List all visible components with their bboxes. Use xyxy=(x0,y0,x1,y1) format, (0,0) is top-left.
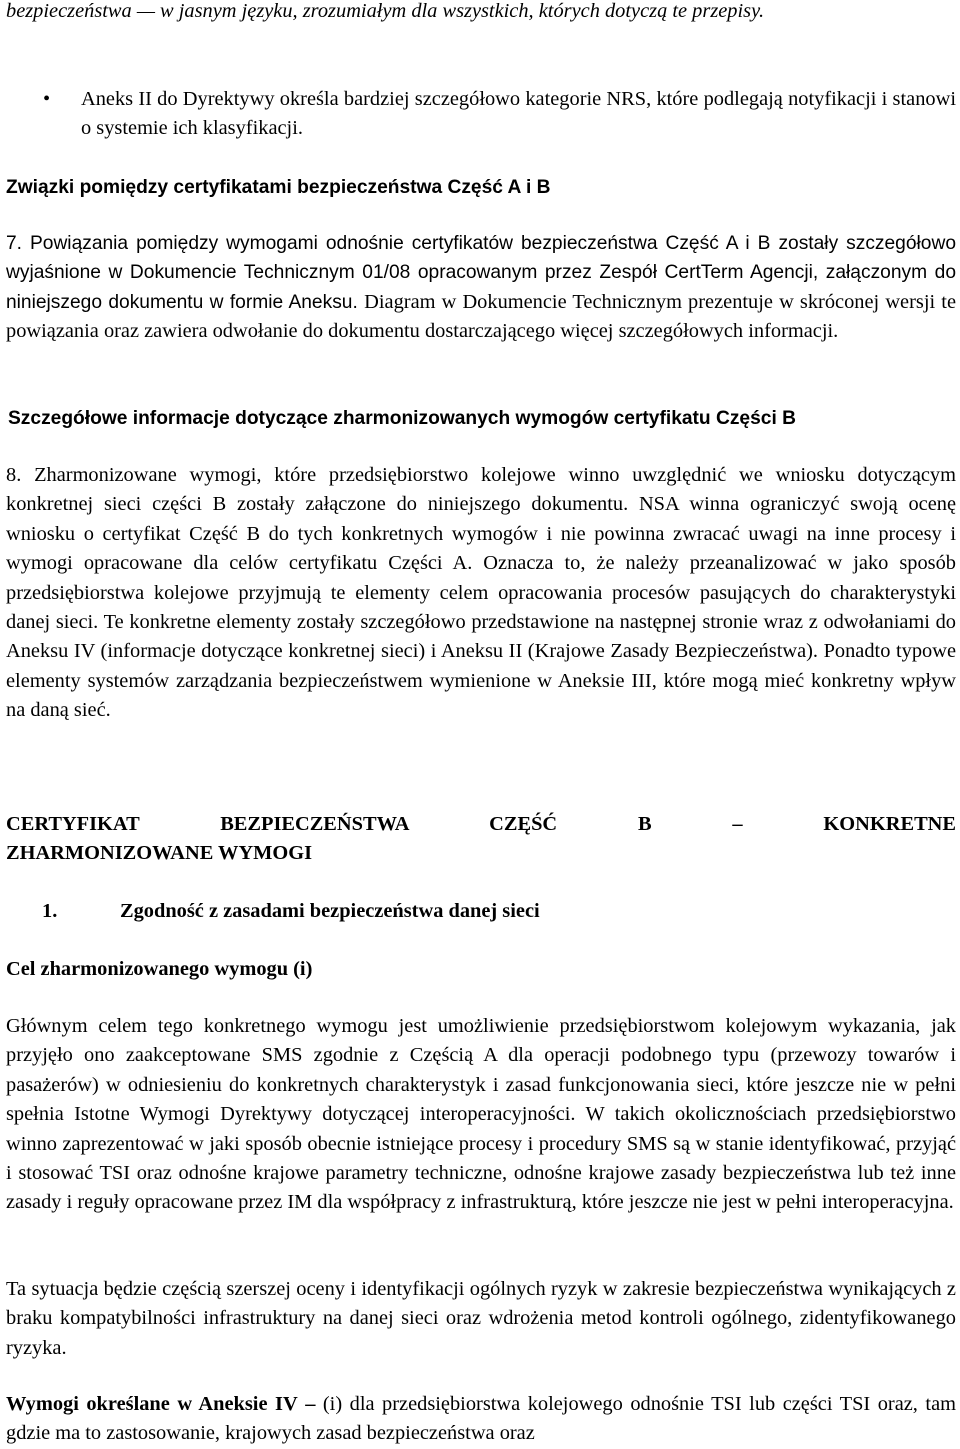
certificate-heading-line2: ZHARMONIZOWANE WYMOGI xyxy=(6,842,313,864)
paragraph-7-continuation: Diagram w Dokumencie Technicznym prezentuje w skróconej wersji te powiązania oraz zawiera odwołanie do dokumentu dostarczającego więcej szczegółowych informacji. xyxy=(6,290,956,343)
list-item-annex2 xyxy=(6,85,956,144)
annex4-label: Wymogi określane w Aneksie IV xyxy=(6,1393,298,1415)
intro-continuation: bezpieczeństwa — w jasnym języku, zrozumiałym dla wszystkich, których dotyczą te przepisy. xyxy=(6,0,765,22)
section-1-title: Zgodność z zasadami bezpieczeństwa danej sieci xyxy=(120,900,540,922)
goal-paragraph-1: Głównym celem tego konkretnego wymogu jest umożliwienie przedsiębiorstwom kolejowym wykazania, jak przyjęło ono zaakceptowane SMS zgodnie z Częścią A dla operacji podobnego typu (przewozy towarów i pasażerów) w odniesieniu do konkretnych charakterystyk i zasad funkcjonowania sieci, które jeszcze nie w pełni spełnia Istotne Wymogi Dyrektywy dotyczącej interoperacyjności. W takich okolicznościach przedsiębiorstwo winno zaprezentować w jaki sposób obecnie istniejące procesy i procedury SMS są w stanie identyfikować, przyjąć i stosować TSI oraz odnośne krajowe parametry techniczne, odnośne krajowe zasady bezpieczeństwa lub też inne zasady i reguły opracowane przez IM dla współpracy z infrastrukturą, które jeszcze nie jest w pełni interoperacyjna. xyxy=(6,1015,956,1214)
certificate-heading xyxy=(6,810,956,839)
certificate-heading-line1: CERTYFIKAT BEZPIECZEŃSTWA CZĘŚĆ B – KONKRETNE xyxy=(6,813,956,835)
paragraph-7-text: 7. Powiązania pomiędzy wymogami odnośnie certyfikatów bezpieczeństwa Część A i B zostały szczegółowo wyjaśnione w Dokumencie Technicznym 01/08 opracowanym przez Zespół CertTerm Agencji, załączonym do niniejszego dokumentu w formie Aneksu. xyxy=(6,233,956,313)
section-heading-relations: Związki pomiędzy certyfikatami bezpieczeństwa Część A i B xyxy=(6,177,551,198)
paragraph-7 xyxy=(6,229,956,347)
annex4-paragraph xyxy=(6,1390,956,1449)
section-heading-details: Szczegółowe informacje dotyczące zharmonizowanych wymogów certyfikatu Części B xyxy=(8,408,796,429)
annex4-text: (i) dla przedsiębiorstwa kolejowego odnośnie TSI lub części TSI oraz, tam gdzie ma to zastosowanie, krajowych zasad bezpieczeństwa oraz xyxy=(6,1393,956,1445)
goal-heading: Cel zharmonizowanego wymogu (i) xyxy=(6,958,313,980)
section-1-number: 1. xyxy=(42,900,58,922)
goal-paragraph-2: Ta sytuacja będzie częścią szerszej oceny i identyfikacji ogólnych ryzyk w zakresie bezpieczeństwa wynikających z braku kompatybilności infrastruktury na danej sieci oraz wdrożenia metod kontroli ogólnego, zidentyfikowanego ryzyka. xyxy=(6,1278,956,1359)
paragraph-8: 8. Zharmonizowane wymogi, które przedsiębiorstwo kolejowe winno uwzględnić we wniosku dotyczącym konkretnej sieci części B zostały załączone do niniejszego dokumentu. NSA winna ograniczyć swoją ocenę wniosku o certyfikat Część B do tych konkretnych wymogów i nie powinna zwracać uwagi na inne procesy i wymogi opracowane dla celów certyfikatu Części A. Oznacza to, że należy przeanalizować w jako sposób przedsiębiorstwa kolejowe przyjmują te elementy celem opracowania procesów pasujących do charakterystyki danej sieci. Te konkretne elementy zostały szczegółowo przedstawione na następnej stronie wraz z odwołaniami do Aneksu IV (informacje dotyczące konkretnej sieci) i Aneksu II (Krajowe Zasady Bezpieczeństwa). Ponadto typowe elementy systemów zarządzania bezpieczeństwem wymienione w Aneksie III, które mogą mieć konkretny wpływ na daną sieć. xyxy=(6,464,956,722)
annex4-dash: – xyxy=(305,1393,316,1415)
bullet-text: Aneks II do Dyrektywy określa bardziej szczegółowo kategorie NRS, które podlegają notyfikacji i stanowi o systemie ich klasyfikacji. xyxy=(81,88,956,140)
section-1-heading xyxy=(6,897,956,926)
bullet-marker: • xyxy=(43,88,51,110)
